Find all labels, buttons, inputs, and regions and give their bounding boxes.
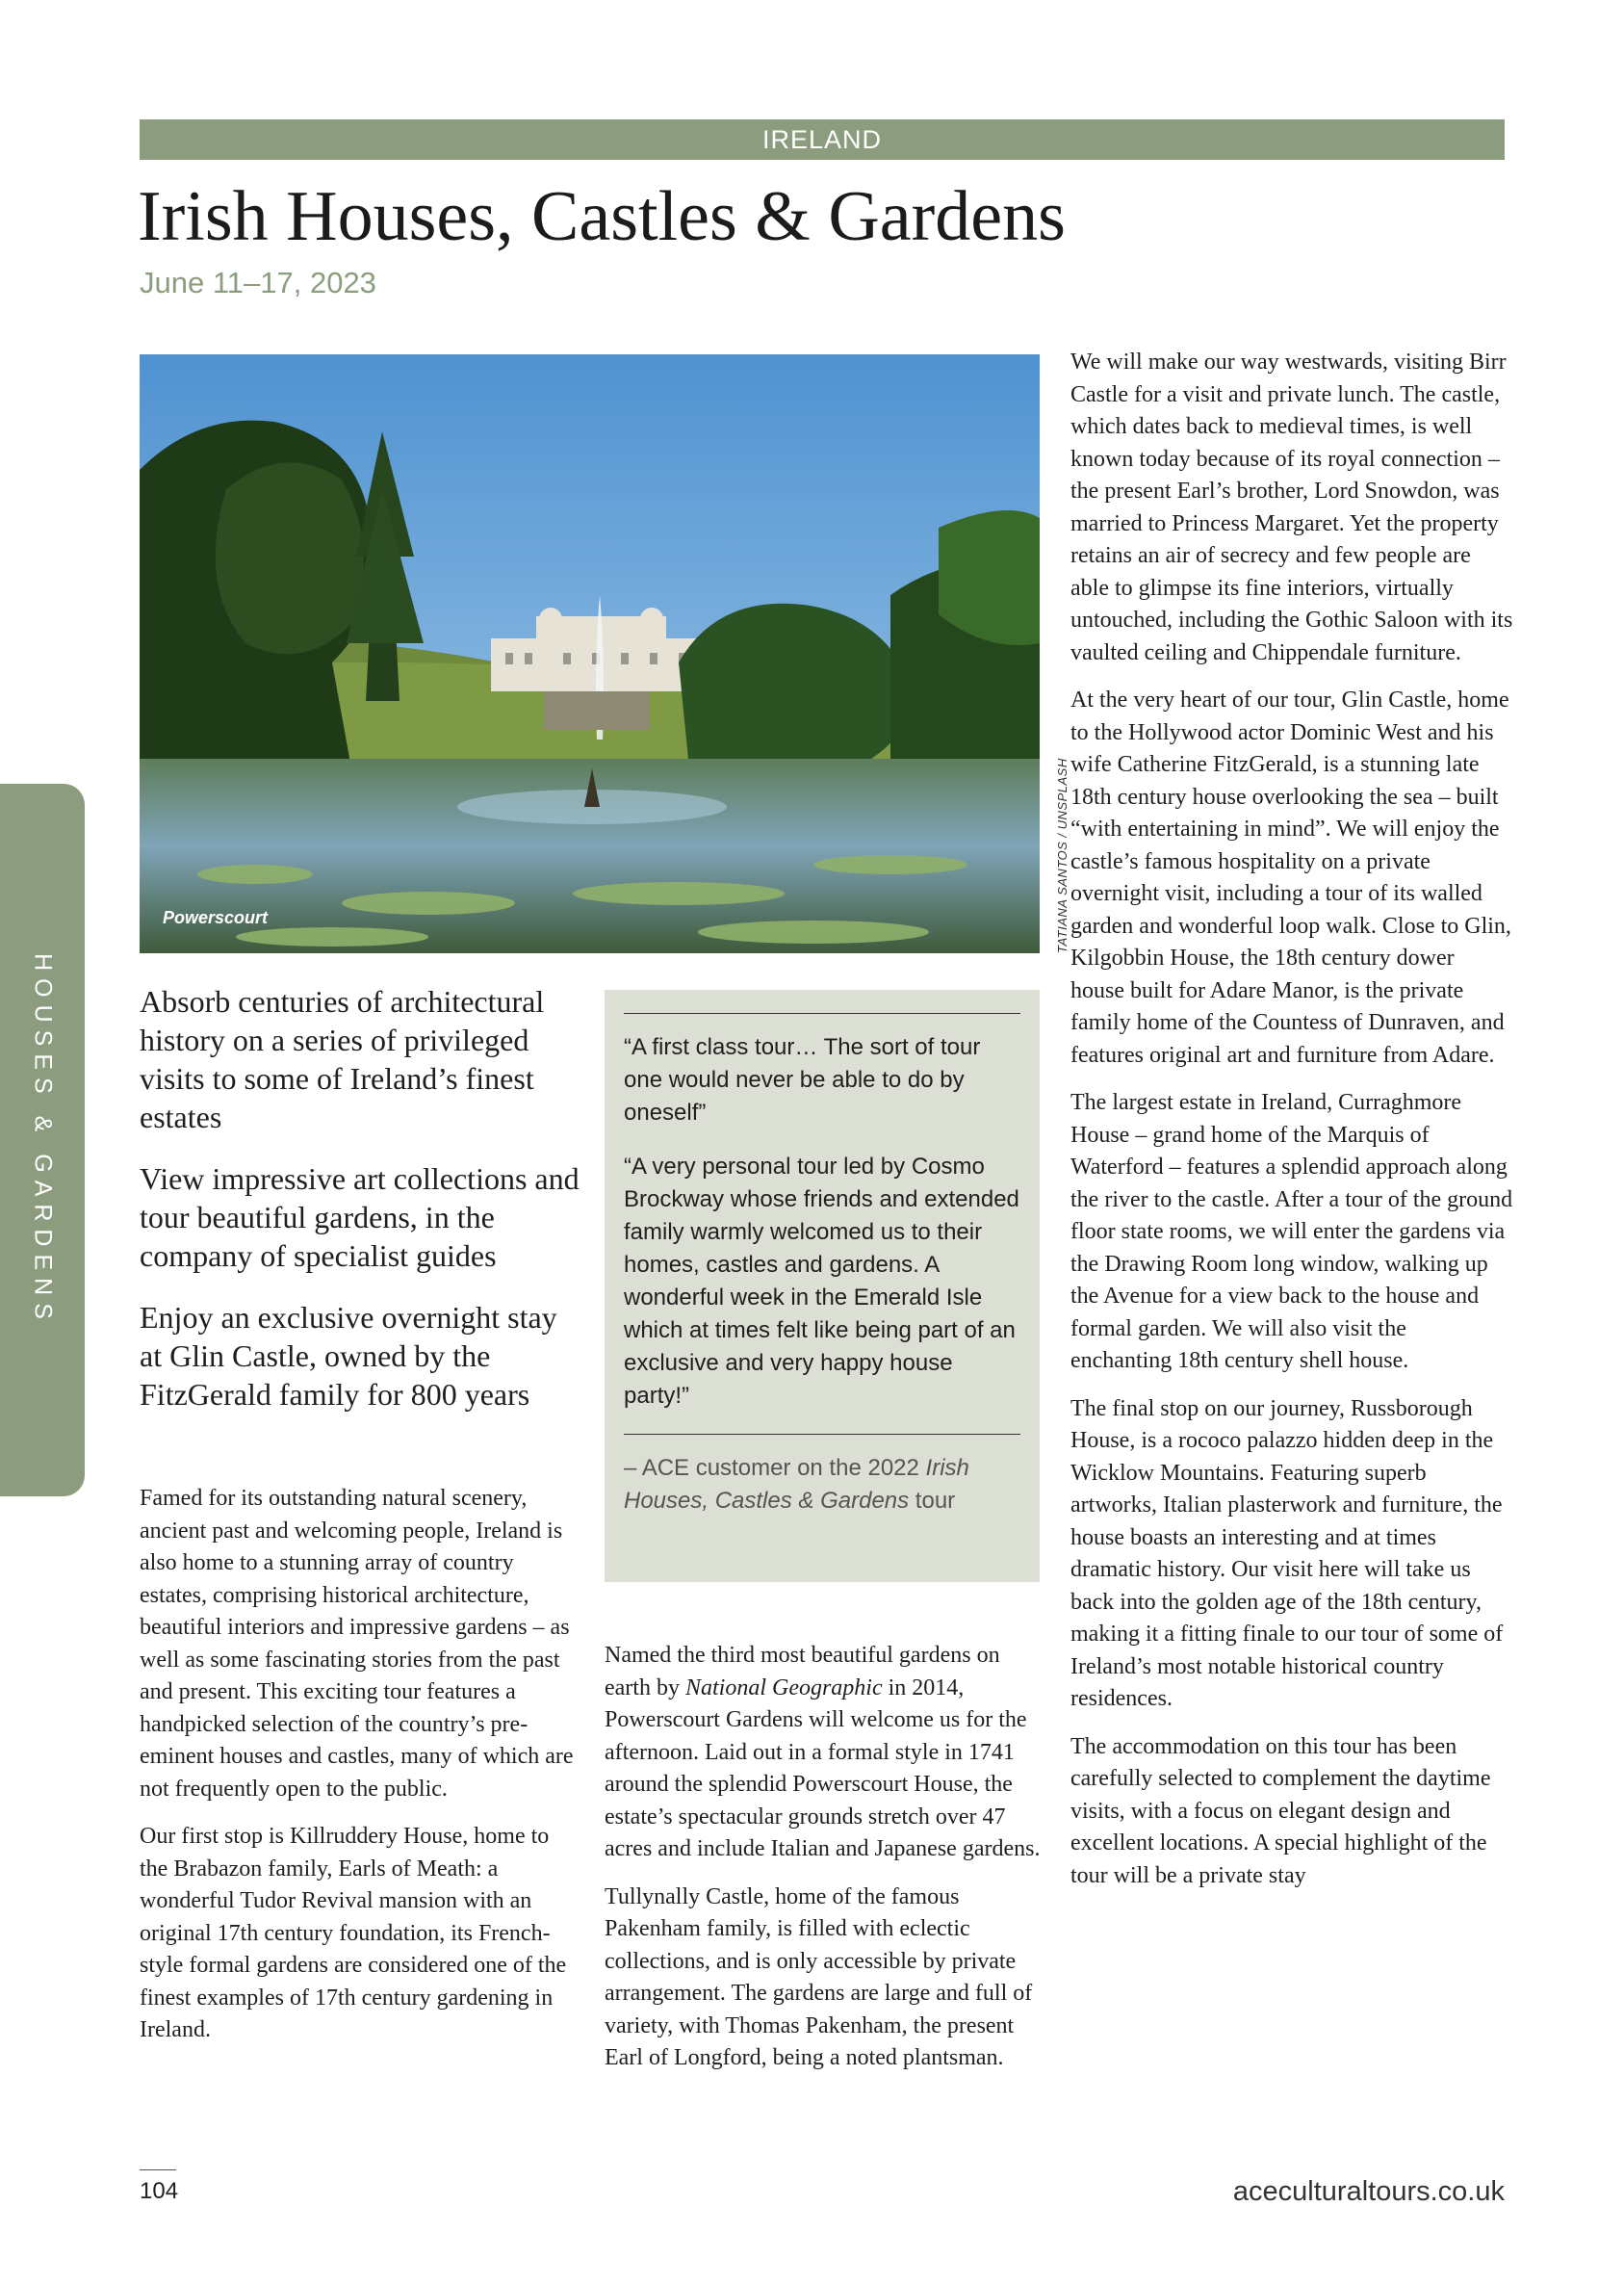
website-link[interactable]: aceculturaltours.co.uk (1232, 2176, 1505, 2207)
body-paragraph: At the very heart of our tour, Glin Castle, home to the Hollywood actor Dominic West and his wife Catherine FitzGerald, is a stunning late 18th century house overlooking the sea – built “with entertaining in mind”. We will enjoy the castle’s famous hospitality on a private overnight visit, including a tour of its walled garden and wonderful loop walk. Close to Glin, Kilgobbin House, the 18th century dower house built for Adare Manor, is the private family home of the Countess of Dunraven, and features original art and furniture from Adare. (1070, 688, 1511, 1068)
tour-dates: June 11–17, 2023 (140, 266, 376, 299)
body-column-1 (140, 1483, 582, 2063)
body-paragraph: Tullynally Castle, home of the famous Pakenham family, is filled with eclectic collections, and is only accessible by private arrangement. The gardens are large and full of variety, with Thomas Pakenham, the present Earl of Longford, being a noted plantsman. (605, 1883, 1033, 2070)
body-paragraph: Famed for its outstanding natural scenery, ancient past and welcoming people, Ireland is also home to a stunning array of country estates, comprising historical architecture, beautiful interiors and impressive gardens – as well as some fascinating stories from the past and present. This exciting tour features a handpicked selection of the country’s pre-eminent houses and castles, many of which are not frequently open to the public. (140, 1486, 574, 1802)
footer-rule (140, 2169, 176, 2170)
highlight-item: Enjoy an exclusive overnight stay at Glin Castle, owned by the FitzGerald family for 800 years (140, 1300, 557, 1412)
section-side-tab (0, 784, 85, 1496)
highlight-item: Absorb centuries of architectural history on a series of privileged visits to some of Ireland’s finest estates (140, 984, 545, 1134)
body-column-3 (1070, 347, 1513, 1908)
highlight-item: View impressive art collections and tour beautiful gardens, in the company of specialist guides (140, 1161, 580, 1273)
divider (624, 1434, 1020, 1435)
body-paragraph: The largest estate in Ireland, Curraghmore House – grand home of the Marquis of Waterford – features a splendid approach along the river to the castle. After a tour of the ground floor state rooms, we will enter the gardens via the Drawing Room long window, walking up the Avenue for a view back to the house and formal garden. We will also visit the enchanting 18th century shell house. (1070, 1090, 1513, 1373)
body-paragraph: The final stop on our journey, Russborough House, is a rococo palazzo hidden deep in the Wicklow Mountains. Featuring superb artworks, Italian plasterwork and furniture, the house boasts an interesting and at times dramatic history. Our visit here will take us back into the golden age of the 18th century, making it a fitting finale to our tour of some of Ireland’s most notable historical country residences. (1070, 1395, 1504, 1711)
testimonial-quote: “A first class tour… The sort of tour one would never be able to do by oneself” (624, 1034, 981, 1126)
tour-highlights (140, 982, 582, 1437)
testimonial-quote: “A very personal tour led by Cosmo Brockway whose friends and extended family warmly welcomed us to their homes, castles and gardens. A wonderful week in the Emerald Isle which at times felt like being part of an exclusive and very happy house party!” (624, 1154, 1019, 1409)
section-tab-label: HOUSES & GARDENS (29, 953, 57, 1327)
body-paragraph: We will make our way westwards, visiting Birr Castle for a visit and private lunch. The castle, which dates back to medieval times, is well known today because of its royal connection – the present Earl’s brother, Lord Snowdon, was married to Princess Margaret. Yet the property retains an air of secrecy and few people are able to glimpse its fine interiors, virtually untouched, including the Gothic Saloon with its vaulted ceiling and Chippendale furniture. (1070, 350, 1513, 665)
photo-caption: Powerscourt (163, 908, 269, 927)
photo-credit: TATIANA SANTOS / UNSPLASH (1055, 758, 1070, 953)
divider (624, 1013, 1020, 1014)
powerscourt-photo (140, 354, 1040, 953)
body-column-2 (605, 1640, 1043, 2090)
body-paragraph: Our first stop is Killruddery House, home to the Brabazon family, Earls of Meath: a wonderful Tudor Revival mansion with an original 17th century foundation, its French-style formal gardens are considered one of the finest examples of 17th century gardening in Ireland. (140, 1824, 567, 2042)
testimonial-attribution: – ACE customer on the 2022 Irish Houses, Castles & Gardens tour (624, 1455, 969, 1514)
page-number: 104 (140, 2178, 179, 2204)
body-paragraph: The accommodation on this tour has been carefully selected to complement the daytime visits, with a focus on elegant design and excellent locations. A special highlight of the tour will be a private stay (1070, 1733, 1491, 1888)
testimonial-box (605, 990, 1040, 1582)
region-band: IRELAND (140, 119, 1505, 160)
body-paragraph: Named the third most beautiful gardens on earth by National Geographic in 2014, Powerscourt Gardens will welcome us for the afternoon. Laid out in a formal style in 1741 around the splendid Powerscourt House, the estate’s spectacular grounds stretch over 47 acres and include Italian and Japanese gardens. (605, 1643, 1041, 1861)
powerscourt-illustration (140, 354, 1040, 953)
page-title: Irish Houses, Castles & Gardens (138, 177, 1066, 256)
